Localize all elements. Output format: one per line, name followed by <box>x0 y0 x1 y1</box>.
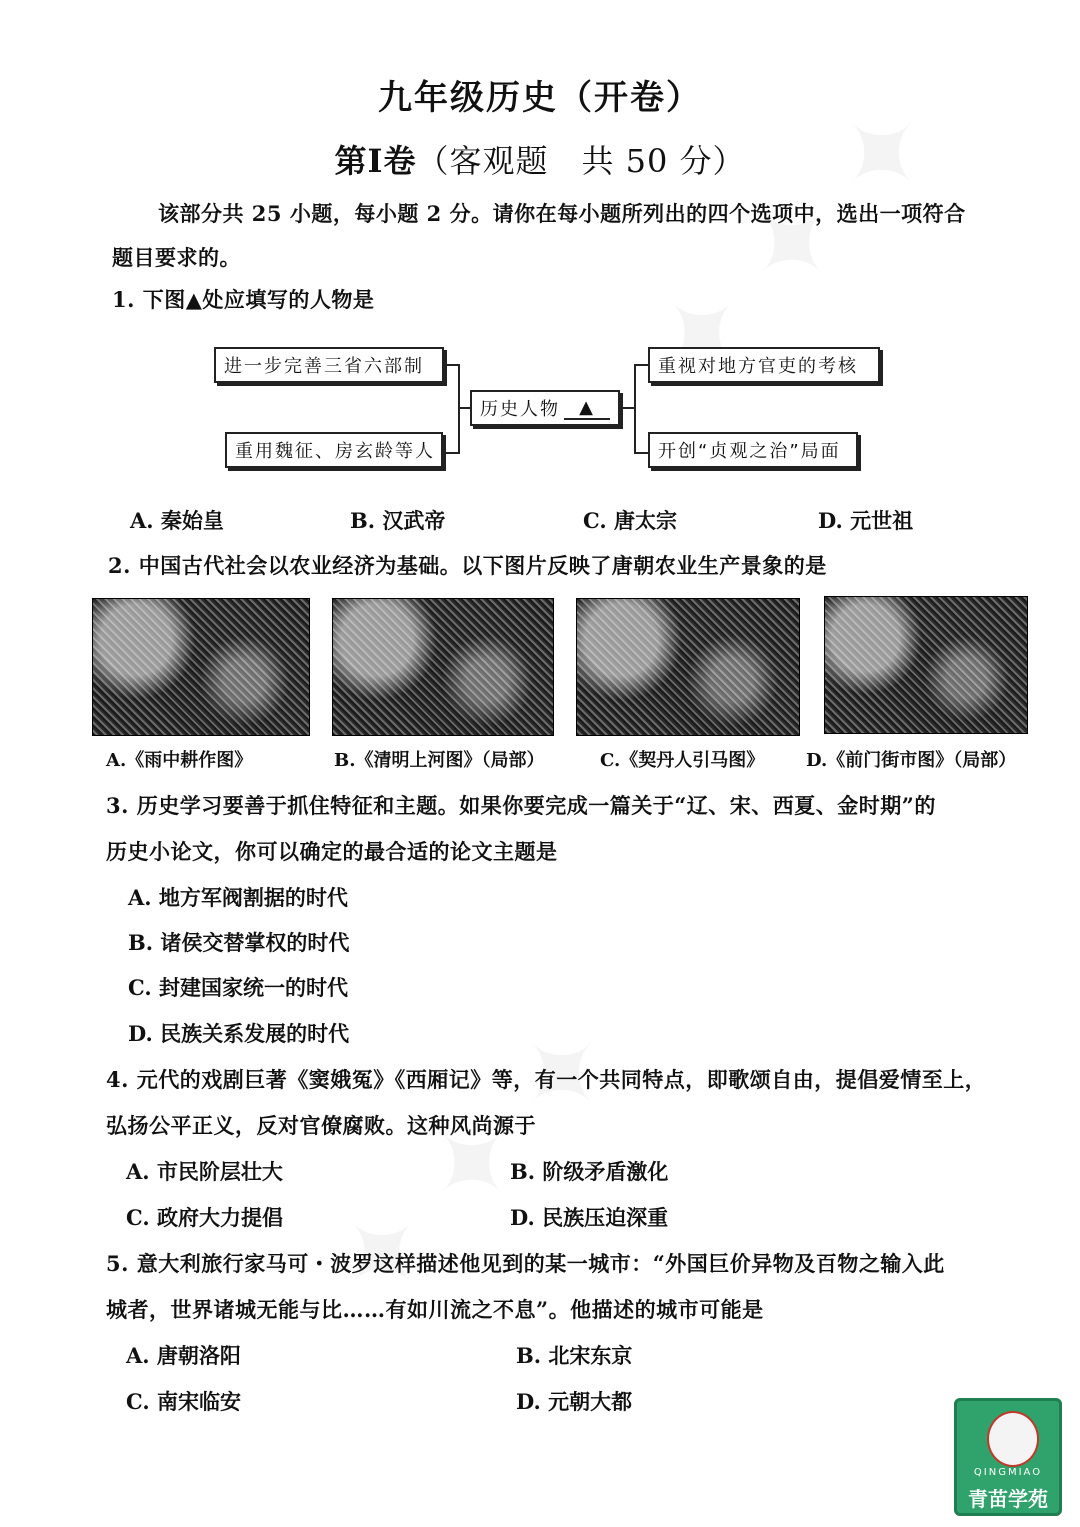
q2-image-d <box>824 596 1028 734</box>
diagram-center <box>470 390 620 426</box>
q5-option-c: C. 南宋临安 <box>126 1389 241 1414</box>
q2-caption-c: C.《契丹人引马图》 <box>600 750 765 771</box>
q2-caption-b: B.《清明上河图》（局部） <box>334 750 545 771</box>
q1-option-a: A. 秦始皇 <box>130 508 224 533</box>
q3-option-b: B. 诸侯交替掌权的时代 <box>128 930 350 955</box>
q1-option-b: B. 汉武帝 <box>350 508 446 533</box>
q4-stem-1: 4. 元代的戏剧巨著《窦娥冤》《西厢记》等，有一个共同特点，即歌颂自由，提倡爱情至上， <box>106 1067 987 1092</box>
brand-logo <box>954 1398 1062 1516</box>
lion-mascot-icon <box>987 1411 1039 1467</box>
q5-option-d: D. 元朝大都 <box>516 1389 633 1414</box>
right-bracket <box>634 364 648 454</box>
q3-option-d: D. 民族关系发展的时代 <box>128 1021 350 1046</box>
diagram-right-top: 重视对地方官吏的考核 <box>648 347 880 383</box>
q1-option-d: D. 元世祖 <box>818 508 914 533</box>
q3-stem-2: 历史小论文，你可以确定的最合适的论文主题是 <box>106 839 558 864</box>
q4-option-d: D. 民族压迫深重 <box>510 1205 669 1230</box>
q1-option-c: C. 唐太宗 <box>583 508 677 533</box>
logo-english: QINGMIAO <box>973 1467 1043 1478</box>
left-connector <box>458 407 470 409</box>
instructions-line-1: 该部分共 25 小题，每小题 2 分。请你在每小题所列出的四个选项中，选出一项符合 <box>158 201 966 226</box>
q4-option-b: B. 阶级矛盾激化 <box>510 1159 669 1184</box>
q4-stem-2: 弘扬公平正义，反对官僚腐败。这种风尚源于 <box>106 1113 536 1138</box>
diagram-left-top: 进一步完善三省六部制 <box>214 347 444 383</box>
q5-option-b: B. 北宋东京 <box>516 1343 633 1368</box>
center-label: 历史人物 <box>480 399 560 420</box>
q5-stem-2: 城者，世界诸城无能与比……有如川流之不息”。他描述的城市可能是 <box>106 1297 764 1322</box>
q3-stem-1: 3. 历史学习要善于抓住特征和主题。如果你要完成一篇关于“辽、宋、西夏、金时期”的 <box>106 793 936 818</box>
diagram-left-bottom: 重用魏征、房玄龄等人 <box>225 432 443 468</box>
instructions-line-2: 题目要求的。 <box>112 245 241 270</box>
q5-option-a: A. 唐朝洛阳 <box>126 1343 241 1368</box>
q2-stem: 2. 中国古代社会以农业经济为基础。以下图片反映了唐朝农业生产景象的是 <box>108 553 827 578</box>
left-bracket <box>446 364 460 454</box>
q4-option-c: C. 政府大力提倡 <box>126 1205 283 1230</box>
q2-image-c <box>576 598 800 736</box>
q3-option-a: A. 地方军阀割据的时代 <box>128 885 348 910</box>
q4-option-a: A. 市民阶层壮大 <box>126 1159 283 1184</box>
q2-caption-d: D.《前门街市图》（局部） <box>806 750 1017 771</box>
blank-mark: ▲ <box>564 397 610 420</box>
q5-stem-1: 5. 意大利旅行家马可・波罗这样描述他见到的某一城市：“外国巨价异物及百物之输入此 <box>106 1251 945 1276</box>
page-title: 九年级历史（开卷） <box>378 78 702 118</box>
q2-image-b <box>332 598 554 736</box>
q1-stem: 1. 下图▲处应填写的人物是 <box>112 287 375 312</box>
section-part: 第Ⅰ卷 <box>334 142 417 180</box>
q2-image-a <box>92 598 310 736</box>
q2-caption-a: A.《雨中耕作图》 <box>106 750 253 771</box>
section-detail: （客观题 共 50 分） <box>416 142 746 180</box>
logo-chinese: 青苗学苑 <box>968 1487 1048 1511</box>
right-connector <box>622 407 634 409</box>
diagram-right-bottom: 开创“贞观之治”局面 <box>648 432 858 468</box>
section-title <box>0 136 1080 182</box>
q3-option-c: C. 封建国家统一的时代 <box>128 975 348 1000</box>
